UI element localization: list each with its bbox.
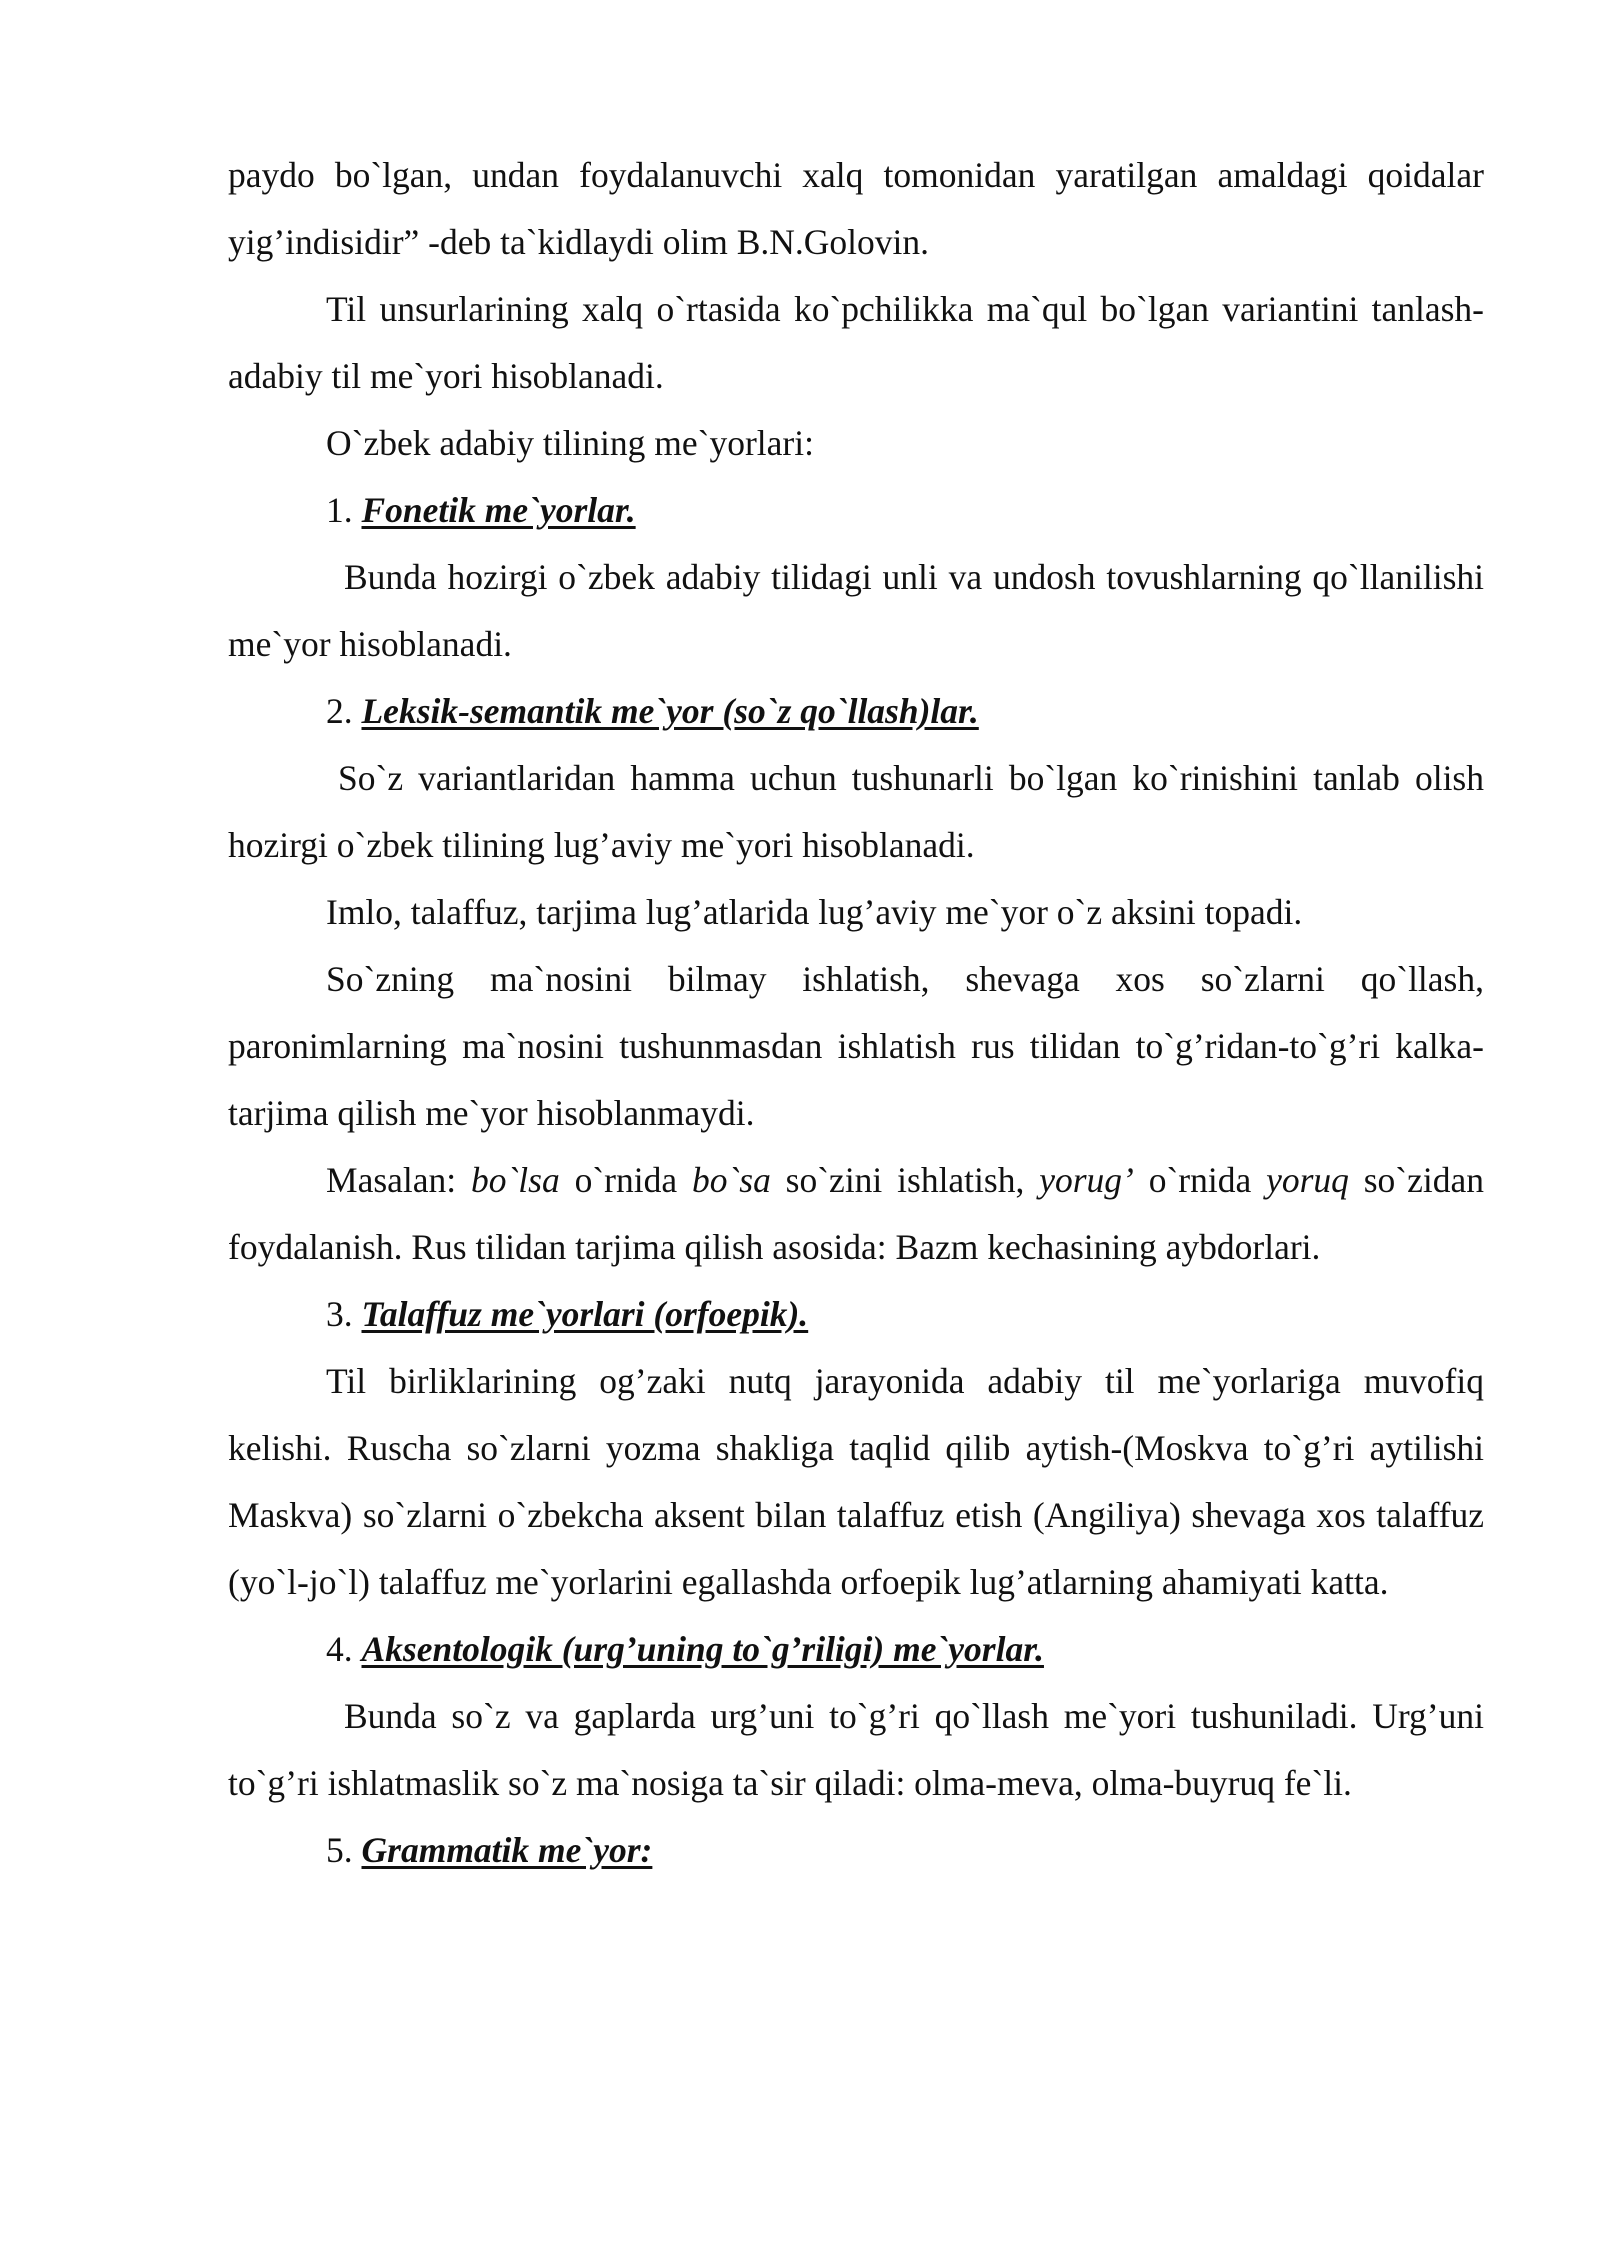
heading-text: Fonetik me`yorlar. xyxy=(361,490,636,530)
text-run: so`zini ishlatish, xyxy=(770,1160,1040,1200)
section-heading-5 xyxy=(228,1817,1484,1884)
paragraph: Imlo, talaffuz, tarjima lug’atlarida lug’aviy me`yor o`z aksini topadi. xyxy=(326,892,1303,932)
paragraph: Bunda hozirgi o`zbek adabiy tilidagi unli va undosh tovushlarning qo`llanilishi me`yor hisoblanadi. xyxy=(228,557,1484,664)
section-heading-3 xyxy=(228,1281,1484,1348)
section-heading-1 xyxy=(228,477,1484,544)
section-heading-4 xyxy=(228,1616,1484,1683)
italic-word: bo`lsa xyxy=(470,1160,560,1200)
heading-text: Leksik-semantik me`yor (so`z qo`llash)lar. xyxy=(361,691,979,731)
text-run: Masalan: xyxy=(326,1160,471,1200)
heading-number: 3. xyxy=(326,1294,362,1334)
heading-number: 5. xyxy=(326,1830,362,1870)
text-run: o`rnida xyxy=(559,1160,692,1200)
text-run: so`zidan foydalanish. Rus tilidan tarjima qilish asosida: Bazm kechasining aybdorlari. xyxy=(228,1160,1484,1267)
text-run: o`rnida xyxy=(1133,1160,1267,1200)
heading-number: 2. xyxy=(326,691,362,731)
italic-word: yorug’ xyxy=(1039,1160,1134,1200)
section-heading-2 xyxy=(228,678,1484,745)
italic-word: yoruq xyxy=(1266,1160,1349,1200)
heading-number: 1. xyxy=(326,490,362,530)
paragraph: Bunda so`z va gaplarda urg’uni to`g’ri qo`llash me`yori tushuniladi. Urg’uni to`g’ri ishlatmaslik so`z ma`nosiga ta`sir qiladi: olma-meva, olma-buyruq fe`li. xyxy=(228,1696,1484,1803)
paragraph: So`z variantlaridan hamma uchun tushunarli bo`lgan ko`rinishini tanlab olish hozirgi o`zbek tilining lug’aviy me`yori hisoblanadi. xyxy=(228,758,1484,865)
paragraph: Til birliklarining og’zaki nutq jarayonida adabiy til me`yorlariga muvofiq kelishi. Ruscha so`zlarni yozma shakliga taqlid qilib aytish-(Moskva to`g’ri aytilishi Maskva) so`zlarni o`zbekcha aksent bilan talaffuz etish (Angiliya) shevaga xos talaffuz (yo`l-jo`l) talaffuz me`yorlarini egallashda orfoepik lug’atlarning ahamiyati katta. xyxy=(228,1361,1484,1602)
paragraph: Til unsurlarining xalq o`rtasida ko`pchilikka ma`qul bo`lgan variantini tanlash-adabiy til me`yori hisoblanadi. xyxy=(228,289,1484,396)
italic-word: bo`sa xyxy=(691,1160,771,1200)
paragraph: paydo bo`lgan, undan foydalanuvchi xalq tomonidan yaratilgan amaldagi qoidalar yig’indisidir” -deb ta`kidlaydi olim B.N.Golovin. xyxy=(228,155,1484,262)
paragraph: So`zning ma`nosini bilmay ishlatish, shevaga xos so`zlarni qo`llash, paronimlarning ma`nosini tushunmasdan ishlatish rus tilidan to`g’ridan-to`g’ri kalka-tarjima qilish me`yor hisoblanmaydi. xyxy=(228,959,1484,1133)
example-paragraph xyxy=(228,1147,1484,1281)
heading-number: 4. xyxy=(326,1629,362,1669)
document-page xyxy=(228,142,1484,1884)
heading-text: Grammatik me`yor: xyxy=(361,1830,653,1870)
heading-text: Talaffuz me`yorlari (orfoepik). xyxy=(361,1294,809,1334)
heading-text: Aksentologik (urg’uning to`g’riligi) me`yorlar. xyxy=(361,1629,1044,1669)
paragraph: O`zbek adabiy tilining me`yorlari: xyxy=(326,423,814,463)
